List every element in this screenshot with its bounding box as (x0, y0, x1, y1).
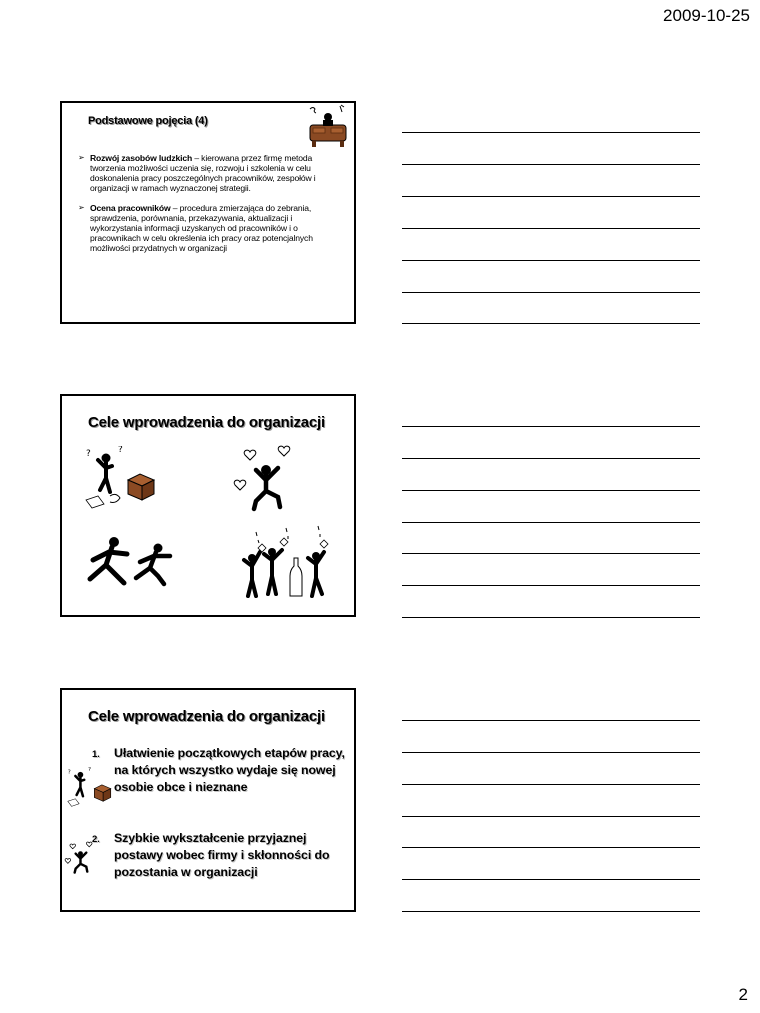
bullet-text: – kierowana przez firmę metoda tworzenia możliwości uczenia się, rozwoju i szkolenia w celu doskonalenia pracy poszczególnych pracowników, zespołów i organizacji w ramach wyznaczonej strategii. (90, 153, 316, 193)
note-line (402, 847, 700, 848)
note-line (402, 553, 700, 554)
page-number: 2 (738, 985, 748, 1004)
list-item (92, 830, 354, 881)
note-line (402, 816, 700, 817)
confused-person-box-icon (64, 766, 112, 810)
slide-onboarding-goals-list (60, 688, 356, 912)
slide-title: Podstawowe pojęcia (4) (88, 115, 208, 127)
desk-icon (304, 103, 352, 151)
bullet-list (78, 153, 326, 263)
slide-title: Cele wprowadzenia do organizacji (88, 414, 325, 431)
svg-text:?: ? (88, 766, 92, 773)
note-line (402, 784, 700, 785)
note-line (402, 323, 700, 324)
note-line (402, 585, 700, 586)
note-line (402, 164, 700, 165)
bullet-term: Ocena pracowników (90, 203, 171, 213)
note-line (402, 617, 700, 618)
confused-person-box-icon (80, 446, 156, 512)
note-line (402, 260, 700, 261)
bullet-item (78, 153, 326, 193)
happy-person-hearts-icon (232, 444, 298, 514)
bullet-item (78, 203, 326, 253)
running-people-icon (82, 534, 182, 590)
page-date: 2009-10-25 (663, 6, 750, 25)
note-line (402, 490, 700, 491)
list-number: 2. (92, 834, 100, 845)
list-text: Szybkie wykształcenie przyjaznej postawy wobec firmy i skłonności do pozostania w organizacji (114, 831, 330, 879)
note-line (402, 228, 700, 229)
note-line (402, 292, 700, 293)
note-line (402, 132, 700, 133)
note-line (402, 522, 700, 523)
list-item (92, 745, 354, 796)
note-line (402, 196, 700, 197)
list-number: 1. (92, 749, 100, 760)
slide-title: Cele wprowadzenia do organizacji (88, 708, 325, 725)
note-line (402, 458, 700, 459)
note-line (402, 752, 700, 753)
note-line (402, 911, 700, 912)
slide-onboarding-goals (60, 394, 356, 617)
bullet-text: – procedura zmierzająca do zebrania, sprawdzenia, porównania, przekazywania, aktualizacji i wykorzystania informacji uzyskanych od pracowników i o pracownikach w celu określenia ich pracy oraz potencjalnych możliwości przydatnych w organizacji (90, 203, 313, 253)
list-text: Ułatwienie początkowych etapów pracy, na których wszystko wydaje się nowej osobie obce i nieznane (114, 746, 345, 794)
svg-text:?: ? (118, 446, 123, 455)
celebrating-people-icon (236, 522, 332, 602)
bullet-term: Rozwój zasobów ludzkich (90, 153, 193, 163)
svg-text:?: ? (67, 769, 71, 776)
slide-basic-concepts (60, 101, 356, 324)
note-line (402, 720, 700, 721)
happy-person-hearts-icon (64, 838, 96, 878)
note-line (402, 879, 700, 880)
svg-text:?: ? (86, 449, 91, 459)
numbered-list (92, 745, 354, 881)
note-line (402, 426, 700, 427)
